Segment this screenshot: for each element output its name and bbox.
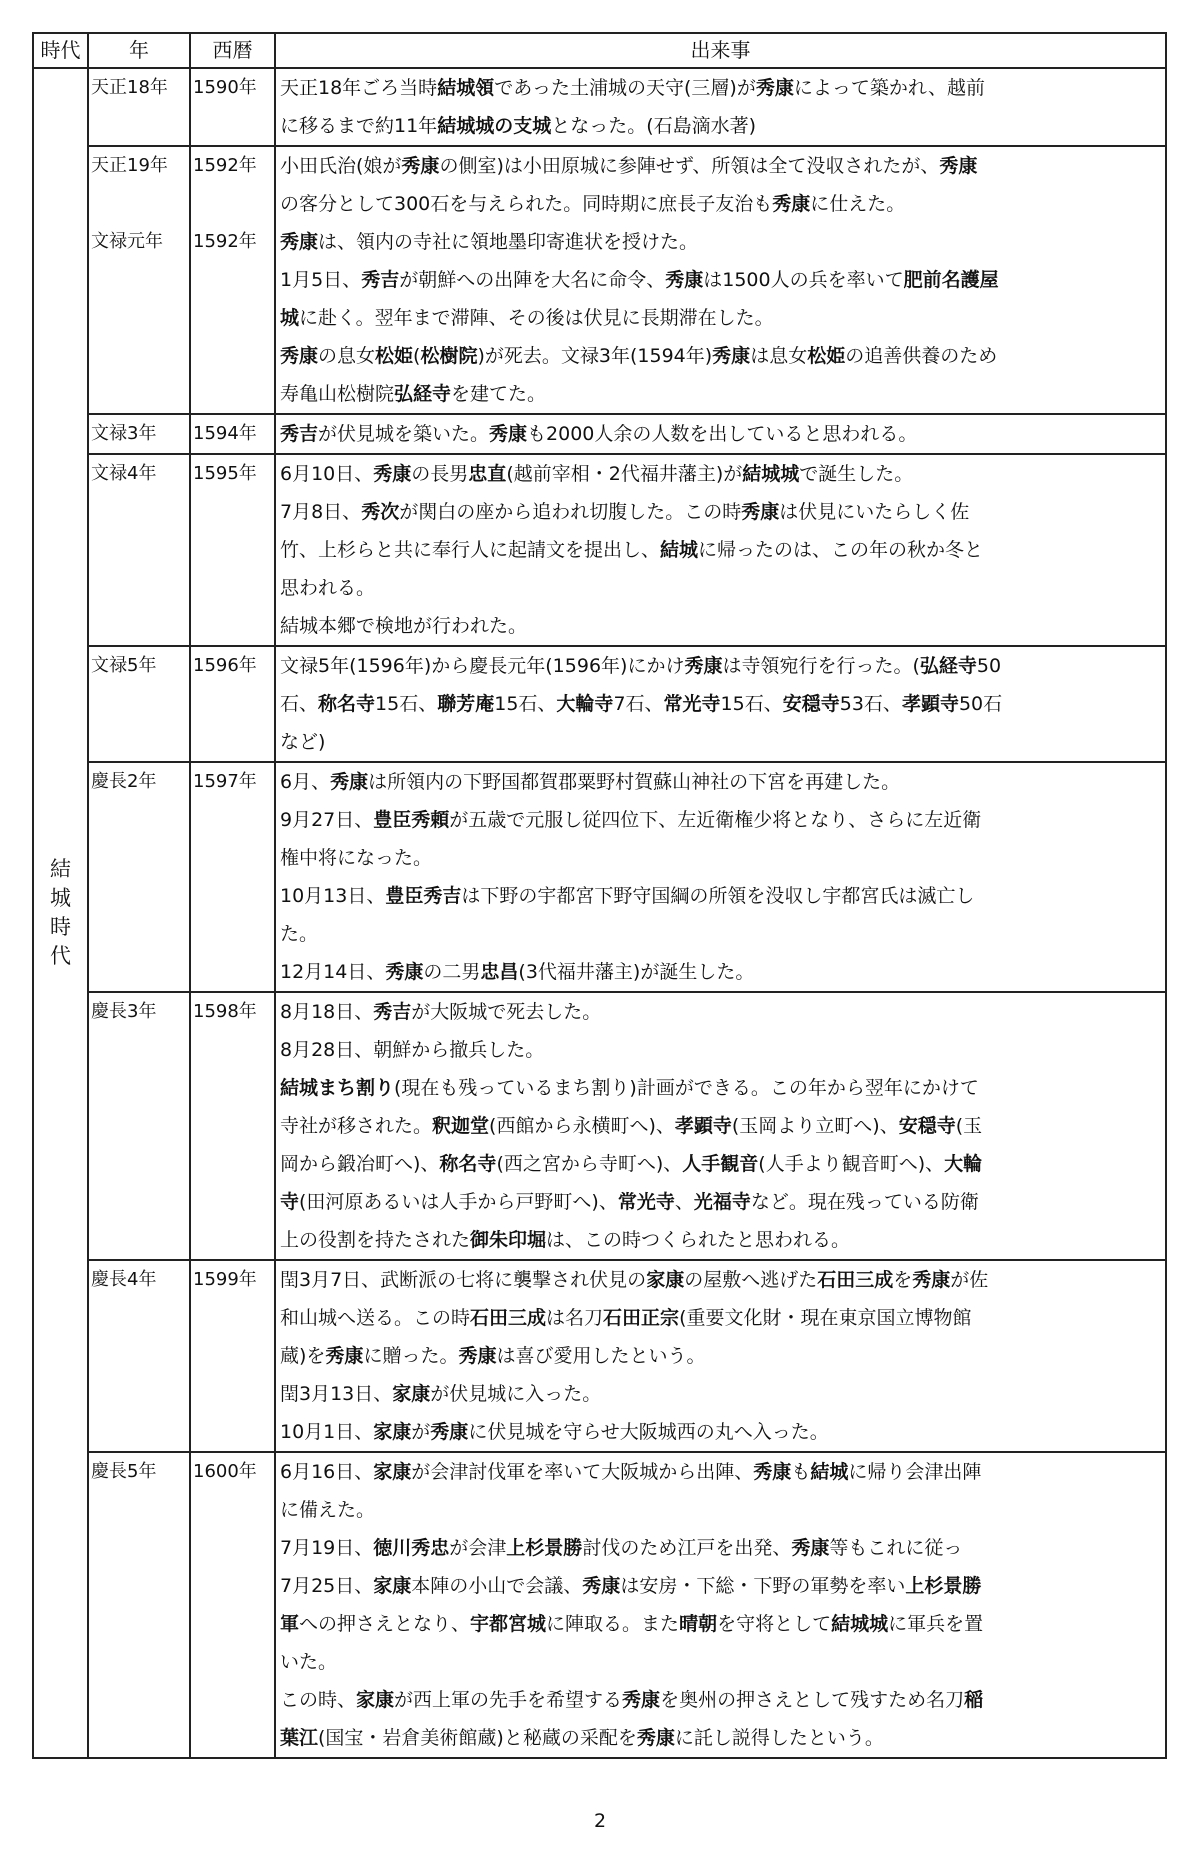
event-text: に託し説得したという。 <box>674 1727 884 1749</box>
event-text: が五歳で元服し従四位下、左近衛権少将となり、さらに左近衛 <box>449 809 982 831</box>
ad-year-label: 1590年 <box>193 77 257 98</box>
event-line <box>280 647 1162 685</box>
event-line <box>280 375 1162 413</box>
ad-year-label: 1598年 <box>193 1001 257 1022</box>
event-keyword: 秀康 <box>772 193 811 215</box>
event-keyword: 安穏寺 <box>782 693 840 715</box>
event-line <box>280 299 1162 337</box>
event-text: の息女 <box>318 345 376 367</box>
event-text: の追善供養のため <box>845 345 998 367</box>
header-year: 年 <box>88 33 190 68</box>
event-text: の客分として300石を与えられた。同時期に庶長子友治も <box>280 193 773 215</box>
events-cell <box>275 414 1166 454</box>
ad-year-cell <box>190 1452 275 1758</box>
event-keyword: 肥前名護屋 <box>903 269 999 291</box>
event-keyword: 弘経寺 <box>394 383 452 405</box>
event-text: 文禄5年(1596年)から慶長元年(1596年)にかけ <box>280 655 685 677</box>
event-line <box>280 993 1162 1031</box>
year-label: 文禄4年 <box>91 463 157 484</box>
event-text: 8月18日、 <box>280 1001 374 1023</box>
event-keyword: 結城城 <box>831 1613 889 1635</box>
event-keyword: 秀康 <box>636 1727 675 1749</box>
event-keyword: 豊臣秀吉 <box>385 885 462 907</box>
event-text: が <box>411 1421 431 1443</box>
event-keyword: 大輪寺 <box>556 693 614 715</box>
event-line <box>280 801 1162 839</box>
event-text: (玉 <box>955 1115 983 1137</box>
event-text: が朝鮮への出陣を大名に命令、 <box>399 269 666 291</box>
event-text: は下野の宇都宮下野守国綱の所領を没収し宇都宮氏は滅亡し <box>461 885 975 907</box>
ad-year-label: 1595年 <box>193 463 257 484</box>
event-text: を奥州の押さえとして残すため名刀 <box>660 1689 965 1711</box>
event-text: も <box>791 1461 811 1483</box>
event-line <box>280 763 1162 801</box>
event-keyword: 晴朝 <box>679 1613 718 1635</box>
event-text: への押さえとなり、 <box>299 1613 471 1635</box>
table-row <box>33 1452 1166 1758</box>
event-line <box>280 1567 1162 1605</box>
event-keyword: 聯芳庵 <box>437 693 495 715</box>
event-keyword: 秀康 <box>622 1689 661 1711</box>
event-line <box>280 493 1162 531</box>
event-text: 6月16日、 <box>280 1461 374 1483</box>
table-body <box>33 68 1166 1758</box>
year-cell <box>88 1452 190 1758</box>
event-text: に軍兵を置 <box>888 1613 984 1635</box>
event-text: 7石、 <box>613 693 664 715</box>
event-keyword: 結城城の支城 <box>437 115 552 137</box>
event-text: 岡から鍛冶町へ)、 <box>280 1153 440 1175</box>
event-keyword: 家康 <box>646 1269 685 1291</box>
event-text: を守将として <box>717 1613 832 1635</box>
event-text: (西館から永横町へ)、 <box>489 1115 675 1137</box>
event-text: 等もこれに従っ <box>829 1537 963 1559</box>
event-line <box>280 877 1162 915</box>
event-text: は1500人の兵を率いて <box>703 269 904 291</box>
event-keyword: 秀吉 <box>280 423 319 445</box>
year-cell <box>88 992 190 1260</box>
event-text: の側室)は小田原城に参陣せず、所領は全て没収されたが、 <box>439 155 940 177</box>
event-line <box>280 1337 1162 1375</box>
event-text: を建てた。 <box>451 383 547 405</box>
event-keyword: 家康 <box>356 1689 395 1711</box>
ad-year-label: 1594年 <box>193 423 257 444</box>
event-keyword: 忠昌 <box>480 961 519 983</box>
events-cell <box>275 1452 1166 1758</box>
event-keyword: 家康 <box>373 1421 412 1443</box>
event-keyword: 結城城 <box>742 463 800 485</box>
event-text: に移るまで約11年 <box>280 115 438 137</box>
event-text: など) <box>280 731 326 753</box>
event-keyword: 称名寺 <box>318 693 376 715</box>
event-keyword: 秀康 <box>330 771 369 793</box>
table-row <box>33 146 1166 414</box>
event-line <box>280 1491 1162 1529</box>
ad-year-label: 1600年 <box>193 1461 257 1482</box>
event-text: が佐 <box>950 1269 989 1291</box>
event-line <box>280 107 1162 145</box>
year-cell <box>88 762 190 992</box>
event-keyword: 結城まち割り <box>280 1077 395 1099</box>
ad-year-label: 1597年 <box>193 771 257 792</box>
event-keyword: 秀康 <box>741 501 780 523</box>
event-line <box>280 1299 1162 1337</box>
event-line <box>280 839 1162 877</box>
event-text: 思われる。 <box>280 577 376 599</box>
event-line <box>280 915 1162 953</box>
event-text: (玉岡より立町へ)、 <box>731 1115 899 1137</box>
event-line <box>280 1145 1162 1183</box>
event-text: (3代福井藩主)が誕生した。 <box>518 961 755 983</box>
event-text: 小田氏治(娘が <box>280 155 402 177</box>
event-text: 53石、 <box>839 693 902 715</box>
event-line <box>280 185 1162 223</box>
ad-year-cell <box>190 68 275 146</box>
event-line <box>280 1375 1162 1413</box>
event-text: (重要文化財・現在東京国立博物館 <box>679 1307 972 1329</box>
event-keyword: 秀吉 <box>361 269 400 291</box>
event-text: が関白の座から追われ切腹した。この時 <box>399 501 742 523</box>
ad-year-label: 1596年 <box>193 655 257 676</box>
event-line <box>280 1413 1162 1451</box>
events-cell <box>275 762 1166 992</box>
year-label: 慶長5年 <box>91 1461 157 1482</box>
event-text: によって築かれ、越前 <box>793 77 985 99</box>
year-label: 慶長2年 <box>91 771 157 792</box>
event-keyword: 松姫 <box>375 345 414 367</box>
event-keyword: 秀康 <box>325 1345 364 1367</box>
ad-year-cell <box>190 414 275 454</box>
year-label: 慶長3年 <box>91 1001 157 1022</box>
table-row <box>33 1260 1166 1452</box>
header-events: 出来事 <box>275 33 1166 68</box>
ad-year-label: 1599年 <box>193 1269 257 1290</box>
event-text: 15石、 <box>720 693 783 715</box>
event-text: 結城本郷で検地が行われた。 <box>280 615 528 637</box>
event-text: (人手より観音町へ)、 <box>758 1153 945 1175</box>
event-keyword: 寺 <box>280 1191 300 1213</box>
events-cell <box>275 146 1166 414</box>
event-keyword: 松樹院 <box>420 345 478 367</box>
ad-year-label: 1592年 <box>193 231 257 252</box>
event-keyword: 結城 <box>660 539 699 561</box>
event-keyword: 秀康 <box>939 155 978 177</box>
event-text: 権中将になった。 <box>280 847 433 869</box>
event-line <box>280 415 1162 453</box>
event-text: この時、 <box>280 1689 357 1711</box>
event-text: 6月、 <box>280 771 331 793</box>
event-text: となった。(石島滴水著) <box>551 115 757 137</box>
event-text: が伏見城に入った。 <box>430 1383 602 1405</box>
header-ad: 西暦 <box>190 33 275 68</box>
event-text: (西之宮から寺町へ)、 <box>496 1153 683 1175</box>
year-cell <box>88 1260 190 1452</box>
event-line <box>280 1107 1162 1145</box>
event-keyword: 称名寺 <box>439 1153 497 1175</box>
ad-year-cell <box>190 992 275 1260</box>
event-text: た。 <box>280 923 319 945</box>
event-text: は安房・下総・下野の軍勢を率い <box>620 1575 906 1597</box>
event-keyword: 秀康 <box>430 1421 469 1443</box>
event-text: が大阪城で死去した。 <box>411 1001 602 1023</box>
event-line <box>280 223 1162 261</box>
event-keyword: 秀康 <box>489 423 528 445</box>
event-text: に赴く。翌年まで滞陣、その後は伏見に長期滞在した。 <box>299 307 774 329</box>
event-text: の二男 <box>423 961 481 983</box>
event-text: は所領内の下野国都賀郡粟野村賀蘇山神社の下宮を再建した。 <box>368 771 901 793</box>
event-text: 7月19日、 <box>280 1537 374 1559</box>
event-line <box>280 1605 1162 1643</box>
event-line <box>280 261 1162 299</box>
event-text: (越前宰相・2代福井藩主)が <box>506 463 743 485</box>
event-line <box>280 1681 1162 1719</box>
event-keyword: 宇都宮城 <box>470 1613 547 1635</box>
event-keyword: 秀康 <box>458 1345 497 1367</box>
event-line <box>280 685 1162 723</box>
header-era: 時代 <box>33 33 88 68</box>
event-keyword: 豊臣秀頼 <box>373 809 450 831</box>
event-text: 15石、 <box>375 693 438 715</box>
event-keyword: 稲 <box>964 1689 984 1711</box>
event-text: 15石、 <box>494 693 557 715</box>
event-keyword: 大輪 <box>944 1153 983 1175</box>
event-text: 天正18年ごろ当時 <box>280 77 438 99</box>
event-line <box>280 1069 1162 1107</box>
event-text: 本陣の小山で会議、 <box>411 1575 583 1597</box>
event-text: 竹、上杉らと共に奉行人に起請文を提出し、 <box>280 539 661 561</box>
event-line <box>280 147 1162 185</box>
ad-year-cell <box>190 454 275 646</box>
event-text: 50石 <box>958 693 1003 715</box>
event-line <box>280 531 1162 569</box>
event-keyword: 光福寺 <box>693 1191 751 1213</box>
year-cell <box>88 646 190 762</box>
event-text: は寺領宛行を行った。( <box>722 655 920 677</box>
event-keyword: 秀康 <box>791 1537 830 1559</box>
event-line <box>280 1719 1162 1757</box>
event-text: (現在も残っているまち割り)計画ができる。この年から翌年にかけて <box>394 1077 979 1099</box>
event-text: が会津 <box>449 1537 507 1559</box>
event-text: 寿亀山松樹院 <box>280 383 395 405</box>
event-line <box>280 455 1162 493</box>
event-text: 石、 <box>280 693 319 715</box>
event-text: に贈った。 <box>363 1345 459 1367</box>
event-keyword: 弘経寺 <box>919 655 977 677</box>
event-keyword: 家康 <box>373 1575 412 1597</box>
table-row <box>33 68 1166 146</box>
events-cell <box>275 454 1166 646</box>
event-keyword: 釈迦堂 <box>432 1115 490 1137</box>
event-keyword: 秀康 <box>712 345 751 367</box>
event-keyword: 石田三成 <box>470 1307 547 1329</box>
year-cell <box>88 414 190 454</box>
table-row <box>33 646 1166 762</box>
event-text: 9月27日、 <box>280 809 374 831</box>
event-text: いた。 <box>280 1651 338 1673</box>
year-label: 天正19年 <box>91 155 168 176</box>
event-keyword: 徳川秀忠 <box>373 1537 450 1559</box>
history-table <box>32 32 1167 1759</box>
event-line <box>280 953 1162 991</box>
event-text: が会津討伐軍を率いて大阪城から出陣、 <box>411 1461 754 1483</box>
year-cell <box>88 68 190 146</box>
event-text: に陣取る。また <box>546 1613 680 1635</box>
event-keyword: 御朱印堀 <box>470 1229 547 1251</box>
event-line <box>280 1453 1162 1491</box>
event-keyword: 忠直 <box>468 463 507 485</box>
year-label: 文禄元年 <box>91 231 163 252</box>
event-line <box>280 1261 1162 1299</box>
event-keyword: 石田正宗 <box>603 1307 680 1329</box>
event-text: (田河原あるいは人手から戸野町へ)、 <box>299 1191 618 1213</box>
event-text: は名刀 <box>546 1307 604 1329</box>
event-keyword: 家康 <box>392 1383 431 1405</box>
ad-year-cell <box>190 146 275 414</box>
ad-year-cell <box>190 762 275 992</box>
event-keyword: 上杉景勝 <box>506 1537 583 1559</box>
event-text: が西上軍の先手を希望する <box>394 1689 623 1711</box>
event-keyword: 結城領 <box>437 77 495 99</box>
table-row <box>33 992 1166 1260</box>
event-keyword: 秀康 <box>582 1575 621 1597</box>
year-label: 天正18年 <box>91 77 168 98</box>
event-text: は、この時つくられたと思われる。 <box>546 1229 851 1251</box>
event-keyword: 常光寺 <box>663 693 721 715</box>
event-text: に帰り会津出陣 <box>848 1461 982 1483</box>
event-text: 50 <box>976 655 1002 677</box>
event-text: 6月10日、 <box>280 463 374 485</box>
event-keyword: 孝顕寺 <box>674 1115 732 1137</box>
table-row <box>33 762 1166 992</box>
event-text: 和山城へ送る。この時 <box>280 1307 471 1329</box>
event-text: 8月28日、朝鮮から撤兵した。 <box>280 1039 545 1061</box>
event-text: )が死去。文禄3年(1594年) <box>477 345 713 367</box>
header-row <box>33 33 1166 68</box>
event-keyword: 秀康 <box>684 655 723 677</box>
ad-year-cell <box>190 646 275 762</box>
event-text: も2000人余の人数を出していると思われる。 <box>527 423 918 445</box>
event-text: 寺社が移された。 <box>280 1115 433 1137</box>
page-number: 2 <box>593 1810 607 1832</box>
event-keyword: 孝顕寺 <box>901 693 959 715</box>
event-text: 12月14日、 <box>280 961 386 983</box>
event-text: 閏3月13日、 <box>280 1383 393 1405</box>
event-text: は伏見にいたらしく佐 <box>779 501 970 523</box>
event-text: であった土浦城の天守(三層)が <box>494 77 756 99</box>
year-label: 文禄3年 <box>91 423 157 444</box>
event-text: は喜び愛用したという。 <box>496 1345 706 1367</box>
event-line <box>280 723 1162 761</box>
year-label: 文禄5年 <box>91 655 157 676</box>
table-row <box>33 414 1166 454</box>
event-text: (国宝・岩倉美術館蔵)と秘蔵の采配を <box>318 1727 637 1749</box>
event-keyword: 家康 <box>373 1461 412 1483</box>
event-line <box>280 69 1162 107</box>
event-line <box>280 1529 1162 1567</box>
event-text: 、 <box>674 1191 694 1213</box>
event-keyword: 常光寺 <box>617 1191 675 1213</box>
event-text: に伏見城を守らせ大阪城西の丸へ入った。 <box>468 1421 829 1443</box>
event-keyword: 松姫 <box>807 345 846 367</box>
event-keyword: 結城 <box>810 1461 849 1483</box>
event-keyword: 秀康 <box>755 77 794 99</box>
event-text: 閏3月7日、武断派の七将に襲撃され伏見の <box>280 1269 647 1291</box>
event-keyword: 秀康 <box>373 463 412 485</box>
event-text: など。現在残っている防衛 <box>750 1191 979 1213</box>
ad-year-label: 1592年 <box>193 155 257 176</box>
event-keyword: 秀康 <box>385 961 424 983</box>
year-cell <box>88 454 190 646</box>
event-keyword: 軍 <box>280 1613 300 1635</box>
event-text: ( <box>413 345 421 367</box>
event-text: は息女 <box>750 345 808 367</box>
era-cell <box>33 68 88 1758</box>
event-text: に帰ったのは、この年の秋か冬と <box>698 539 984 561</box>
event-text: 上の役割を持たされた <box>280 1229 471 1251</box>
events-cell <box>275 992 1166 1260</box>
event-text: の屋敷へ逃げた <box>684 1269 818 1291</box>
event-keyword: 上杉景勝 <box>905 1575 982 1597</box>
event-keyword: 秀康 <box>280 345 319 367</box>
events-cell <box>275 1260 1166 1452</box>
event-text: に仕えた。 <box>810 193 906 215</box>
event-text: に備えた。 <box>280 1499 376 1521</box>
event-keyword: 秀康 <box>912 1269 951 1291</box>
event-text: 7月25日、 <box>280 1575 374 1597</box>
event-text: 10月1日、 <box>280 1421 374 1443</box>
event-text: 討伐のため江戸を出発、 <box>582 1537 792 1559</box>
event-line <box>280 1221 1162 1259</box>
event-text: を <box>893 1269 913 1291</box>
event-line <box>280 607 1162 645</box>
era-label: 結城時代 <box>50 857 71 968</box>
event-keyword: 安穏寺 <box>898 1115 956 1137</box>
events-cell <box>275 68 1166 146</box>
event-keyword: 秀康 <box>401 155 440 177</box>
event-line <box>280 569 1162 607</box>
year-cell <box>88 146 190 414</box>
event-line <box>280 1183 1162 1221</box>
ad-year-cell <box>190 1260 275 1452</box>
event-text: 7月8日、 <box>280 501 362 523</box>
event-text: が伏見城を築いた。 <box>318 423 490 445</box>
events-cell <box>275 646 1166 762</box>
event-keyword: 人手観音 <box>682 1153 759 1175</box>
table-row <box>33 454 1166 646</box>
event-keyword: 秀康 <box>280 231 319 253</box>
event-text: で誕生した。 <box>799 463 914 485</box>
event-keyword: 城 <box>280 307 300 329</box>
year-label: 慶長4年 <box>91 1269 157 1290</box>
event-line <box>280 337 1162 375</box>
event-line <box>280 1031 1162 1069</box>
event-keyword: 秀吉 <box>373 1001 412 1023</box>
event-keyword: 秀次 <box>361 501 400 523</box>
event-text: 1月5日、 <box>280 269 362 291</box>
event-keyword: 秀康 <box>665 269 704 291</box>
event-keyword: 秀康 <box>753 1461 792 1483</box>
event-line <box>280 1643 1162 1681</box>
event-text: の長男 <box>411 463 469 485</box>
event-text: は、領内の寺社に領地墨印寄進状を授けた。 <box>318 231 699 253</box>
event-text: 10月13日、 <box>280 885 386 907</box>
event-text: 蔵)を <box>280 1345 326 1367</box>
event-keyword: 石田三成 <box>817 1269 894 1291</box>
event-keyword: 葉江 <box>280 1727 319 1749</box>
